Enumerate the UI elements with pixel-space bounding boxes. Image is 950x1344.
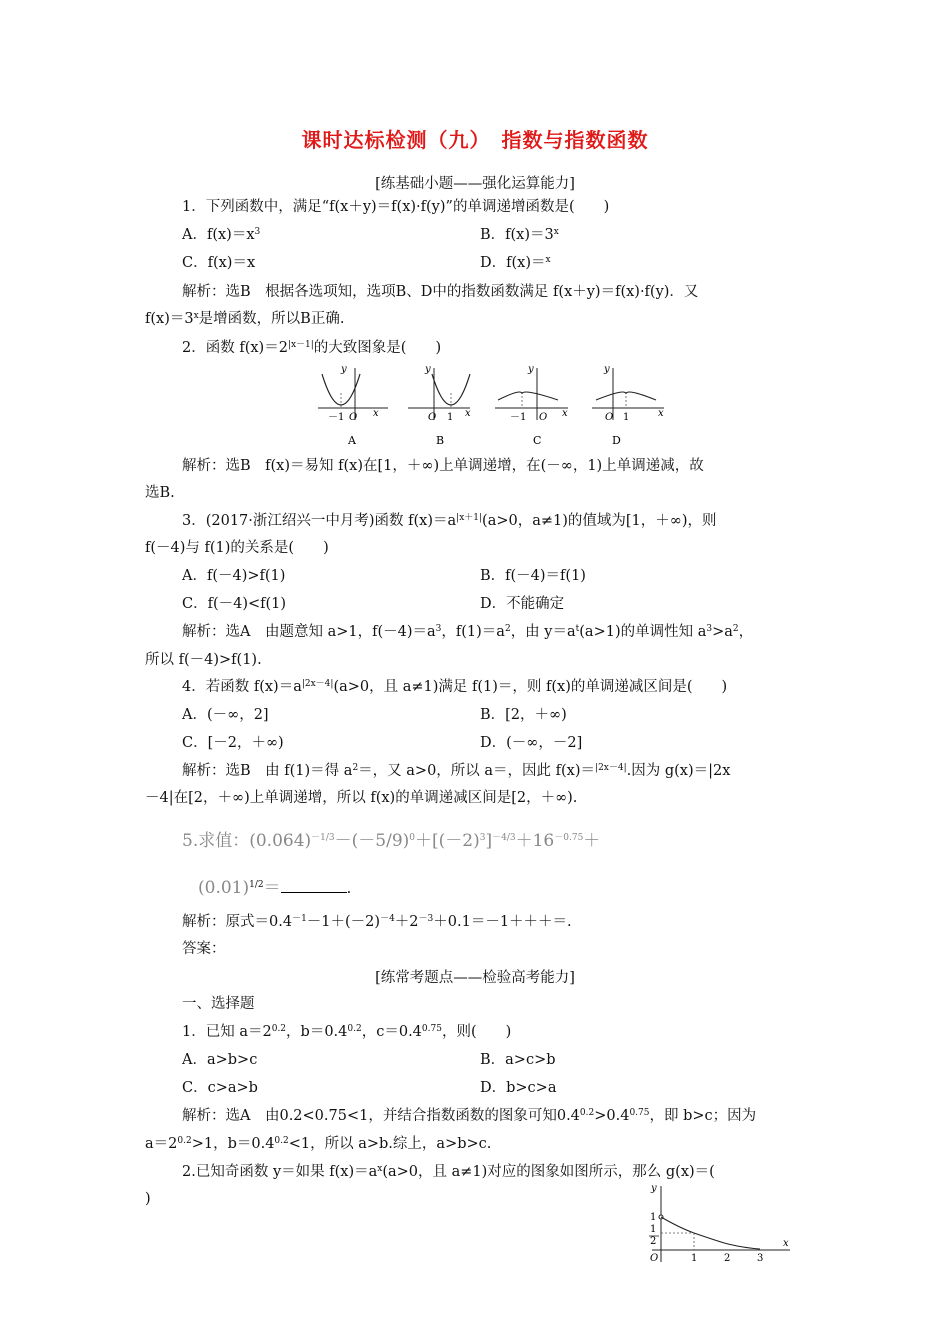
graph-d xyxy=(592,364,664,447)
q3-stem-line2: f(－4)与 f(1)的关系是( ) xyxy=(145,540,329,556)
svg-text:O: O xyxy=(605,412,614,423)
q4-solution-line2: －4|在[2，＋∞)上单调递增，所以 f(x)的单调递减区间是[2，＋∞). xyxy=(145,790,578,806)
svg-text:－1: －1 xyxy=(328,412,345,423)
section-heading-exam: [练常考题点——检验高考能力] xyxy=(375,970,575,986)
q5-answer: 答案： xyxy=(182,941,226,957)
q2-solution-line1: 解析：选B f(x)＝易知 f(x)在[1，＋∞)上单调递增，在(－∞，1)上单调递减，故 xyxy=(182,458,704,474)
q1-option-d: D．f(x)＝$^x$ xyxy=(480,255,551,271)
q4-solution-line1: 解析：选B 由 f(1)＝得 $a^2=$，又 a>0，所以 a＝，因此 f(x)＝$^{|2x-4|}$.因为 g(x)＝|2x xyxy=(182,763,731,779)
answer-blank xyxy=(281,878,347,893)
svg-text:O: O xyxy=(349,412,358,423)
q1-option-b: B．$f(x)=3^x$ xyxy=(480,227,559,243)
svg-text:3: 3 xyxy=(757,1253,764,1264)
svg-text:x: x xyxy=(783,1238,789,1249)
q3-option-a: A．f(－4)>f(1) xyxy=(182,568,286,584)
q2-stem: 2．函数 $f(x)=2^{|x-1|}$的大致图象是( ) xyxy=(182,340,442,356)
q3-stem-line1: 3．(2017·浙江绍兴一中月考)函数 $f(x)=a^{|x+1|}(a>0$，a≠1)的值域为[1，＋∞)，则 xyxy=(182,513,717,529)
graph-d-label: D xyxy=(612,434,621,447)
svg-text:O: O xyxy=(650,1253,659,1264)
p1-stem: 1．已知 $a=2^{0.2}$，$b=0.4^{0.2}$，$c=0.4^{0.75}$，则( ) xyxy=(182,1024,512,1040)
svg-text:x: x xyxy=(465,408,471,419)
svg-text:－1: －1 xyxy=(510,412,527,423)
q3-option-b: B．f(－4)＝f(1) xyxy=(480,568,586,584)
q4-option-c: C．[－2，＋∞) xyxy=(182,735,284,751)
svg-text:x: x xyxy=(562,408,568,419)
q1-stem: 1．下列函数中，满足“f(x＋y)＝f(x)·f(y)”的单调递增函数是( ) xyxy=(182,199,610,215)
svg-text:y: y xyxy=(604,364,610,375)
q4-option-b: B．[2，＋∞) xyxy=(480,707,567,723)
q1-option-a: A．$f(x)=x^3$ xyxy=(182,227,261,243)
svg-text:1: 1 xyxy=(447,412,454,423)
svg-text:x: x xyxy=(373,408,379,419)
svg-text:y: y xyxy=(425,364,431,375)
q3-option-d: D．不能确定 xyxy=(480,596,565,612)
p2-graph xyxy=(640,1180,800,1270)
p1-option-d: D．b>c>a xyxy=(480,1080,557,1096)
q1-option-c: C．f(x)＝x xyxy=(182,255,256,271)
page-title: 课时达标检测（九） 指数与指数函数 xyxy=(301,128,649,152)
graph-a xyxy=(318,364,388,447)
q3-solution-line2: 所以 f(－4)>f(1). xyxy=(145,652,262,668)
q5-line2: $(0.01)^{1/2}=$ . xyxy=(198,878,352,898)
svg-text:y: y xyxy=(341,364,347,375)
svg-text:1: 1 xyxy=(650,1224,657,1235)
q1-solution-line2: $f(x)=3^x$是增函数，所以B正确. xyxy=(145,311,345,327)
graph-b xyxy=(408,364,471,447)
p1-solution-line1: 解析：选A 由0.2<0.75<1，并结合指数函数的图象可知$0.4^{0.2}>0.4^{0.75}$，即 b>c；因为 xyxy=(182,1108,757,1124)
svg-text:1: 1 xyxy=(691,1253,698,1264)
graph-c-label: C xyxy=(533,434,542,447)
q4-option-a: A．(－∞，2] xyxy=(182,707,269,723)
svg-text:O: O xyxy=(428,412,437,423)
q5-line1: 5.求值：$(0.064)^{-1/3}-(-5/9)^0+[(-2)^3]^{-4/3}+16^{-0.75}+$ xyxy=(182,831,601,851)
p2-stem-line1: 2.已知奇函数 y＝如果 $f(x)=a^x(a>0$，且 a≠1)对应的图象如图所示，那么 g(x)＝( xyxy=(182,1164,715,1180)
svg-text:y: y xyxy=(528,364,534,375)
graph-b-label: B xyxy=(436,434,445,447)
graph-a-label: A xyxy=(348,434,356,447)
p2-stem-line2: ) xyxy=(145,1191,151,1207)
svg-text:O: O xyxy=(539,412,548,423)
svg-text:1: 1 xyxy=(650,1212,657,1223)
svg-text:1: 1 xyxy=(623,412,630,423)
section-heading-basic: [练基础小题——强化运算能力] xyxy=(375,176,575,192)
svg-text:x: x xyxy=(658,408,664,419)
p1-solution-line2: $a=2^{0.2}>1$，$b=0.4^{0.2}<1$，所以 a>b.综上，a>b>c. xyxy=(145,1136,492,1152)
p1-option-c: C．c>a>b xyxy=(182,1080,258,1096)
p1-option-b: B．a>c>b xyxy=(480,1052,556,1068)
svg-text:2: 2 xyxy=(724,1253,731,1264)
q2-graphs xyxy=(300,362,680,452)
part-heading-choice: 一、选择题 xyxy=(182,996,255,1012)
q4-stem: 4．若函数 $f(x)=a^{|2x-4|}(a>0$，且 a≠1)满足 f(1)＝，则 f(x)的单调递减区间是( ) xyxy=(182,679,728,695)
svg-text:2: 2 xyxy=(650,1236,657,1247)
q2-solution-line2: 选B. xyxy=(145,485,175,501)
svg-text:y: y xyxy=(651,1183,657,1194)
q3-solution-line1: 解析：选A 由题意知 a>1，$f(-4)=a^3$，$f(1)=a^2$，由 $y=a^t(a>1)$的单调性知 $a^3>a^2$， xyxy=(182,624,754,640)
p1-option-a: A．a>b>c xyxy=(182,1052,258,1068)
q4-option-d: D．(－∞，－2] xyxy=(480,735,583,751)
q3-option-c: C．f(－4)<f(1) xyxy=(182,596,287,612)
q5-solution: 解析：原式$=0.4^{-1}-1+(-2)^{-4}+2^{-3}+0.1=-1+++=$. xyxy=(182,914,572,930)
graph-c xyxy=(495,364,568,447)
q1-solution-line1: 解析：选B 根据各选项知，选项B、D中的指数函数满足 f(x＋y)＝f(x)·f(y)．又 xyxy=(182,284,699,300)
